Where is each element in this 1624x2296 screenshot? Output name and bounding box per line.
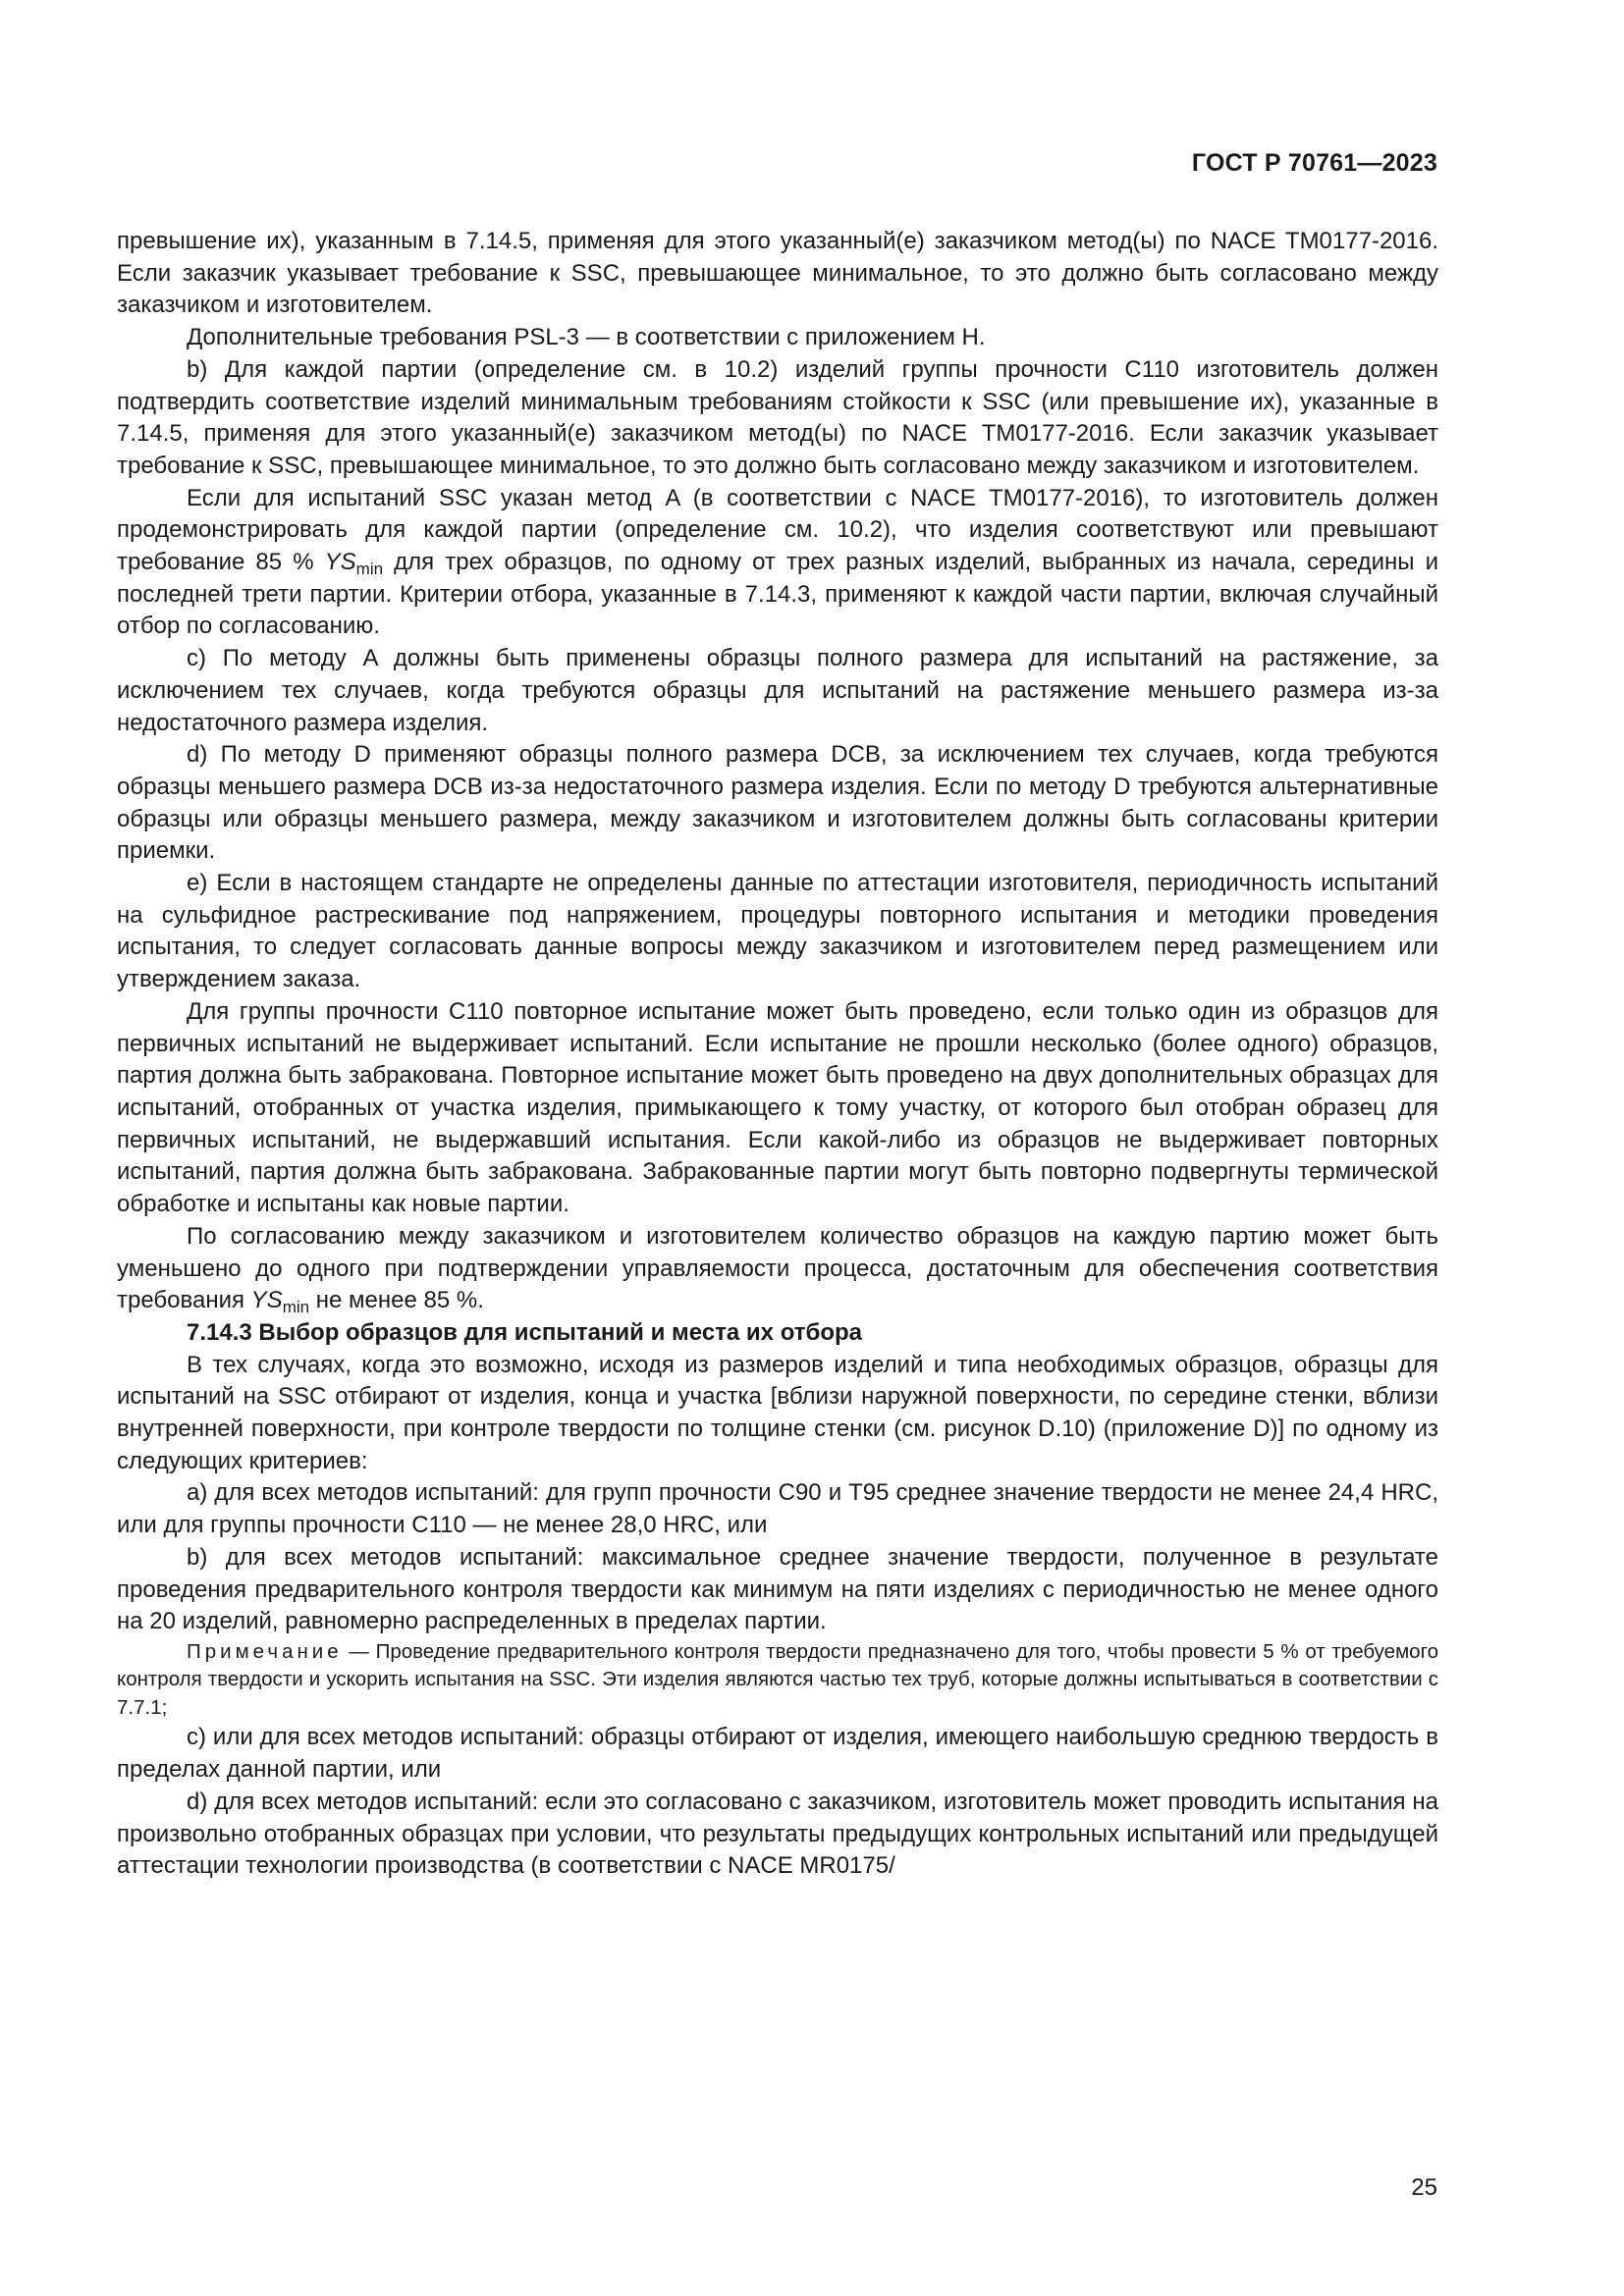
paragraph-item-d: d) По методу D применяют образцы полного размера DCB, за исключением тех случаев, когда требуются образцы меньшего размера DCB из-за недостаточного размера изделия. Если по методу D требуются альтернативные образцы или образцы меньшего размера, между заказчиком и изготовителем должны быть согласованы критерии приемки. <box>117 741 1438 865</box>
sample-reduction-text-end: не менее 85 %. <box>315 1287 484 1314</box>
sample-reduction-text-start: По согласованию между заказчиком и изготовителем количество образцов на каждую партию может быть уменьшено до одного при подтверждении управляемости процесса, достаточным для обеспечения соответствия требования <box>117 1222 1438 1314</box>
note <box>117 1638 1438 1723</box>
paragraph-sample-reduction <box>117 1221 1438 1317</box>
paragraph-item-e: e) Если в настоящем стандарте не определены данные по аттестации изготовителя, периодичность испытаний на сульфидное растрескивание под напряжением, процедуры повторного испытания и методики проведения испытания, то следует согласовать данные вопросы между заказчиком и изготовителем перед размещением или утверждением заказа. <box>117 870 1438 993</box>
paragraph-item-c: c) По методу A должны быть применены образцы полного размера для испытаний на растяжение, за исключением тех случаев, когда требуются образцы для испытаний на растяжение меньшего размера из-за недостаточного размера изделия. <box>117 645 1438 736</box>
body-text <box>117 226 1438 1883</box>
note-text: — Проведение предварительного контроля твердости предназначено для того, чтобы провести 5 % от требуемого контроля твердости и ускорить испытания на SSC. Эти изделия являются частью тех труб, которые должны испытываться в соответствии с 7.7.1; <box>117 1639 1438 1719</box>
method-a-text-end: для трех образцов, по одному от трех разных изделий, выбранных из начала, середины и последней трети партии. Критерии отбора, указанные в 7.14.3, применяют к каждой части партии, включая случайный отбор по согласованию. <box>117 549 1439 640</box>
paragraph-criterion-c: c) или для всех методов испытаний: образцы отбирают от изделия, имеющего наибольшую среднюю твердость в пределах данной партии, или <box>117 1724 1438 1784</box>
paragraph-item-b: b) Для каждой партии (определение см. в 10.2) изделий группы прочности C110 изготовитель должен подтвердить соответствие изделий минимальным требованиям стойкости к SSC (или превышение их), указанные в 7.14.5, применяя для этого указанный(е) заказчиком метод(ы) по NACE TM0177-2016. Если заказчик указывает требование к SSC, превышающее минимальное, то это должно быть согласовано между заказчиком и изготовителем. <box>117 355 1438 479</box>
paragraph-sample-selection: В тех случаях, когда это возможно, исходя из размеров изделий и типа необходимых образцов, образцы для испытаний на SSC отбирают от изделия, конца и участка [вблизи наружной поверхности, по середине стенки, вблизи внутренней поверхности, при контроле твердости по толщине стенки (см. рисунок D.10) (приложение D)] по одному из следующих критериев: <box>117 1351 1438 1474</box>
section-heading-7-14-3: 7.14.3 Выбор образцов для испытаний и места их отбора <box>187 1318 863 1346</box>
ys-min-symbol: $YS_{min}$ <box>324 549 384 579</box>
paragraph-continuation: превышение их), указанным в 7.14.5, применяя для этого указанный(е) заказчиком метод(ы) по NACE TM0177-2016. Если заказчик указывает требование к SSC, превышающее минимальное, то это должно быть согласовано между заказчиком и изготовителем. <box>117 228 1438 319</box>
document-code: ГОСТ Р 70761—2023 <box>1191 149 1437 177</box>
paragraph-criterion-a: a) для всех методов испытаний: для групп прочности C90 и T95 среднее значение твердости не менее 24,4 HRC, или для группы прочности C110 — не менее 28,0 HRC, или <box>117 1479 1438 1539</box>
paragraph-criterion-b: b) для всех методов испытаний: максимальное среднее значение твердости, полученное в результате проведения предварительного контроля твердости как минимум на пяти изделиях с периодичностью не менее одного на 20 изделий, равномерно распределенных в пределах партии. <box>117 1543 1438 1635</box>
ys-min-symbol: $YS_{min}$ <box>250 1287 310 1317</box>
method-a-text-start: Если для испытаний SSC указан метод A (в соответствии с NACE TM0177-2016), то изготовитель должен продемонстрировать для каждой партии (определение см. 10.2), что изделия соответствуют или превышают требование 85 % <box>117 484 1438 576</box>
paragraph-criterion-d: d) для всех методов испытаний: если это согласовано с заказчиком, изготовитель может проводить испытания на произвольно отобранных образцах при условии, что результаты предыдущих контрольных испытаний или предыдущей аттестации технологии производства (в соответствии с NACE MR0175/ <box>117 1788 1438 1880</box>
paragraph-retest: Для группы прочности C110 повторное испытание может быть проведено, если только один из образцов для первичных испытаний не выдерживает испытаний. Если испытание не прошли несколько (более одного) образцов, партия должна быть забракована. Повторное испытание может быть проведено на двух дополнительных образцах для испытаний, отобранных от участка изделия, примыкающего к тому участку, от которого был отобран образец для первичных испытаний, не выдержавший испытания. Если какой-либо из образцов не выдерживает повторных испытаний, партия должна быть забракована. Забракованные партии могут быть повторно подвергнуты термической обработке и испытаны как новые партии. <box>117 997 1438 1218</box>
note-label: Примечание <box>187 1639 343 1663</box>
paragraph-psl3: Дополнительные требования PSL-3 — в соответствии с приложением H. <box>187 324 986 351</box>
paragraph-method-a <box>117 483 1438 644</box>
page-number: 25 <box>1411 2174 1437 2201</box>
